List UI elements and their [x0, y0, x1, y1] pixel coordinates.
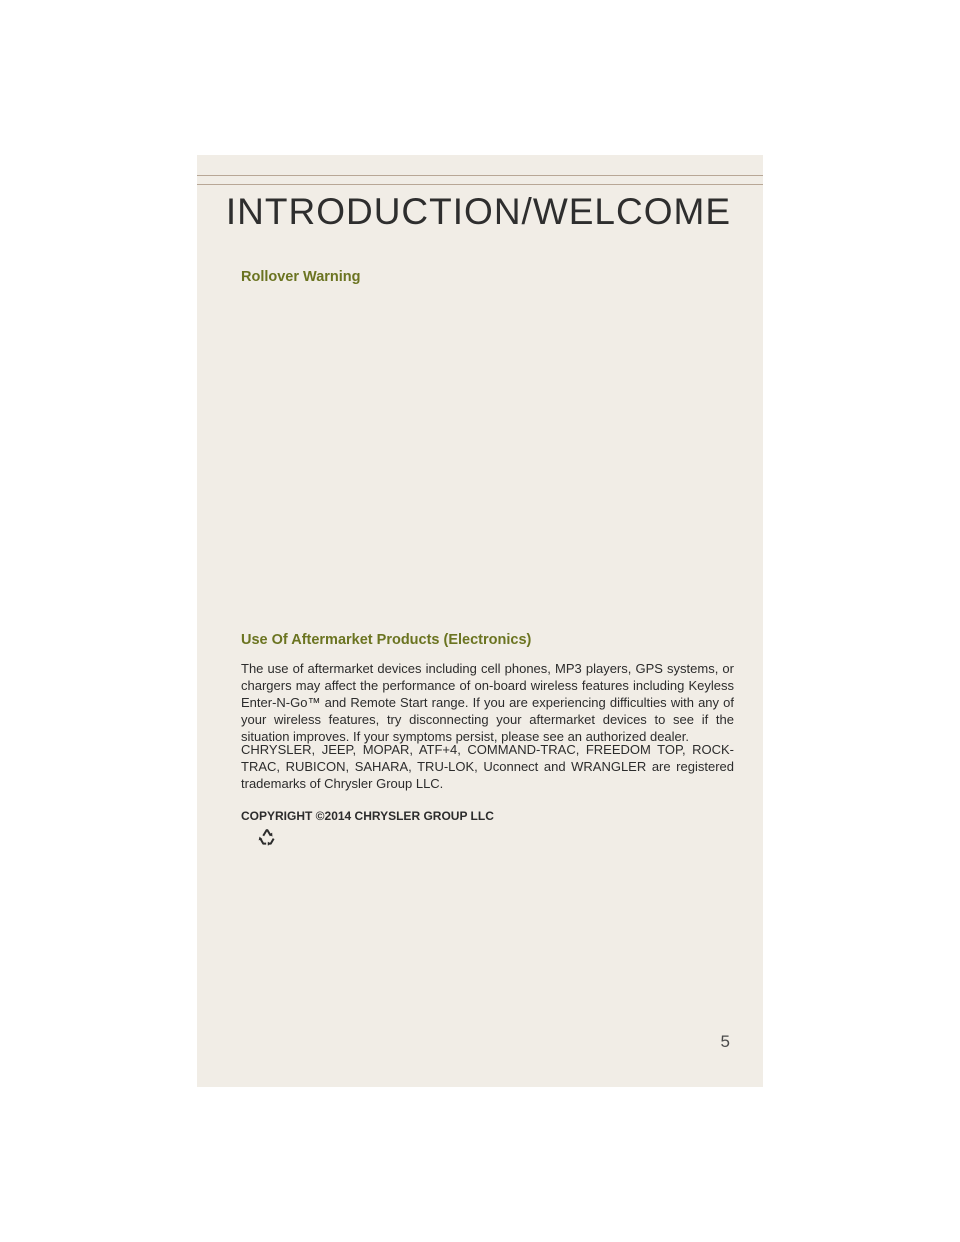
aftermarket-paragraph: The use of aftermarket devices including cell phones, MP3 players, GPS systems, or chargers may affect the performance of on-board wireless features including Keyless Enter-N-Go™ and Remote Start range. If you are experiencing difficulties with any of your wireless features, try disconnecting your aftermarket devices to see if the situation improves. If your symptoms persist, please see an authorized dealer. [241, 661, 734, 744]
page-title: INTRODUCTION/WELCOME [225, 191, 731, 232]
trademarks-paragraph: CHRYSLER, JEEP, MOPAR, ATF+4, COMMAND-TRAC, FREEDOM TOP, ROCK-TRAC, RUBICON, SAHARA, TRU-LOK, Uconnect and WRANGLER are registered trademarks of Chrysler Group LLC. [241, 742, 734, 791]
recycle-icon [257, 827, 277, 847]
copyright-notice: COPYRIGHT ©2014 CHRYSLER GROUP LLC [241, 809, 494, 823]
header-rule-bottom [197, 184, 763, 185]
header-rule-top [197, 175, 763, 176]
section-heading-rollover-warning: Rollover Warning [241, 269, 361, 285]
section-heading-aftermarket-products: Use Of Aftermarket Products (Electronics) [241, 632, 532, 648]
manual-page [197, 155, 763, 1087]
page-number: 5 [720, 1032, 730, 1051]
